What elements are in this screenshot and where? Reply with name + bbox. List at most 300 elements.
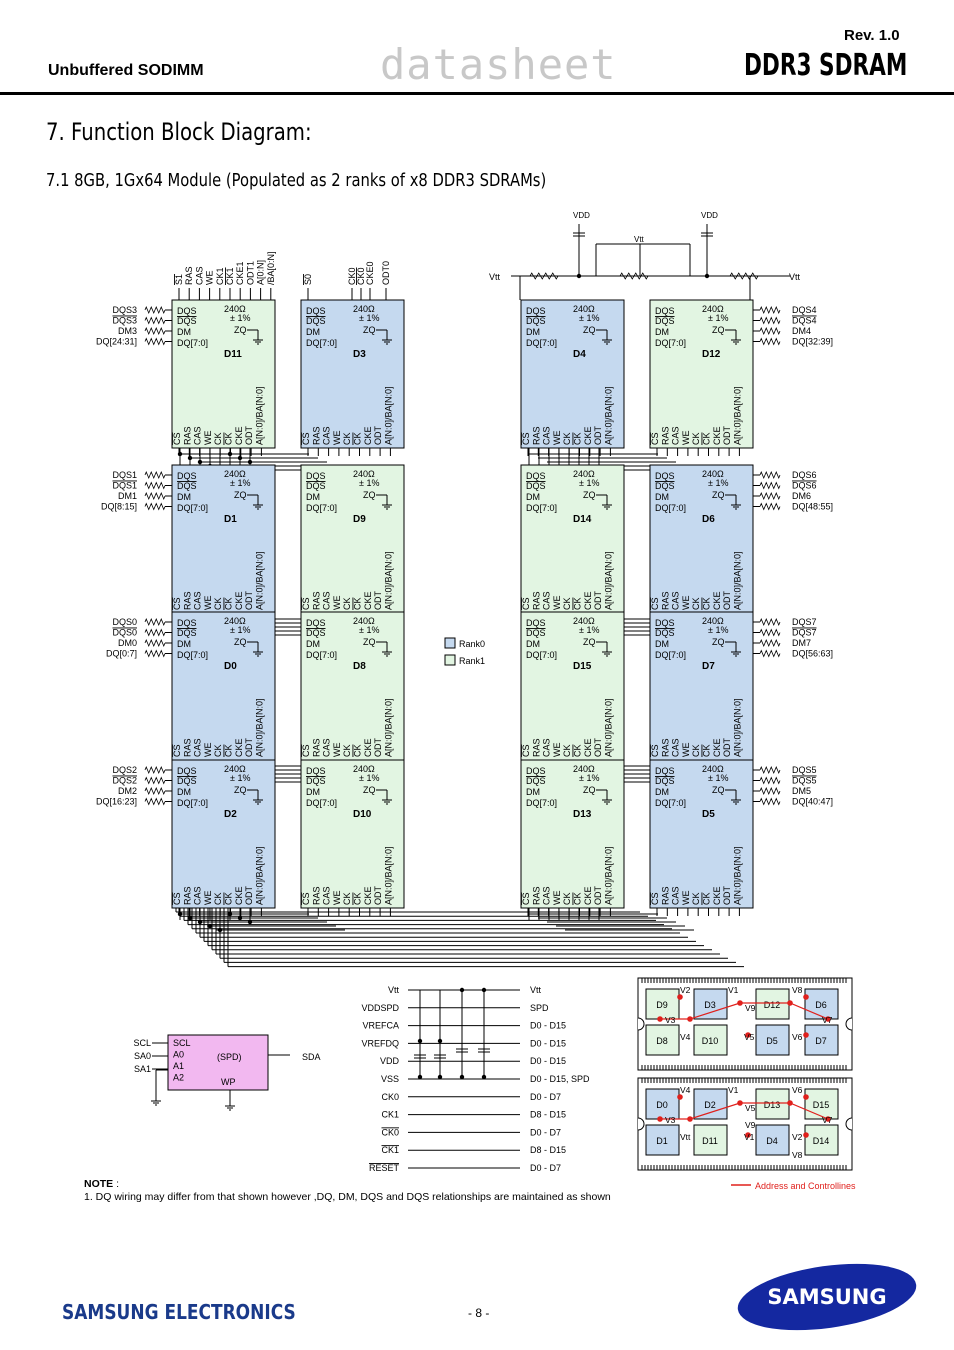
- pin-label: WE: [551, 742, 562, 757]
- pin-dq: DQ[7:0]: [655, 798, 687, 808]
- module-v-label: V9: [745, 1003, 756, 1013]
- module-chip-label: D10: [701, 1036, 719, 1046]
- pin-dm: DM: [655, 787, 669, 797]
- pin-label: WE: [680, 742, 691, 757]
- chip-id: D3: [353, 349, 366, 360]
- route-dot: [657, 1016, 663, 1022]
- pin-dm: DM: [177, 327, 191, 337]
- pin-label: CKE: [711, 591, 722, 610]
- pin-label: CKE: [362, 738, 373, 757]
- pin-label: CK: [223, 597, 234, 610]
- pin-label: CS: [650, 744, 660, 757]
- chip-d1: [172, 465, 275, 621]
- chip-d11: [172, 300, 275, 456]
- chip-d6: [650, 465, 753, 621]
- signal-label: DQ[48:55]: [792, 501, 834, 512]
- junction-dot: [418, 1075, 422, 1079]
- module-v-label: V3: [665, 1015, 676, 1025]
- pin-dq: DQ[7:0]: [177, 798, 209, 808]
- pin-dm: DM: [177, 639, 191, 649]
- pin-dqs: DQS: [306, 618, 326, 628]
- note: NOTE : 1. DQ wiring may differ from that shown however ,DQ, DM, DQS and DQS relationships are maintained as shown: [84, 1178, 611, 1203]
- pin-label: CS: [521, 892, 531, 905]
- power-signal: RESET: [368, 1163, 399, 1173]
- control-label: RAS: [184, 266, 195, 285]
- junction-dot: [198, 460, 202, 464]
- pin-label: A[N:0]/BA[N:0]: [383, 698, 394, 757]
- resistor-value: 240Ω: [702, 616, 724, 626]
- pin-dqs-n: DQS: [177, 481, 197, 491]
- pin-label: RAS: [660, 591, 671, 610]
- left-signal-group-2: [106, 617, 172, 659]
- route-dot: [803, 994, 809, 1000]
- pin-label: CKE: [362, 591, 373, 610]
- chip-id: D6: [702, 514, 715, 525]
- power-target: SPD: [530, 1002, 549, 1013]
- pin-dq: DQ[7:0]: [177, 650, 209, 660]
- signal-label: DQ[8:15]: [100, 501, 137, 512]
- resistor: [760, 483, 780, 489]
- pin-label: CKE: [711, 886, 722, 905]
- resistor: [760, 504, 780, 510]
- pin-label: CK: [562, 432, 573, 445]
- pin-label: CKE: [711, 738, 722, 757]
- spd-sda: SDA: [302, 1052, 321, 1062]
- resistor: [760, 472, 780, 478]
- pin-zq: ZQ: [583, 637, 596, 647]
- termination-network: [489, 211, 801, 300]
- pin-dq: DQ[7:0]: [306, 503, 338, 513]
- pin-label: WE: [551, 890, 562, 905]
- pin-label: ODT: [593, 738, 604, 757]
- chip-id: D5: [702, 809, 715, 820]
- resistor-value: 240Ω: [224, 616, 246, 626]
- module-chip-label: D11: [702, 1136, 718, 1146]
- pin-dq: DQ[7:0]: [655, 338, 687, 348]
- pin-dqs: DQS: [177, 306, 197, 316]
- pin-label: CK: [213, 597, 224, 610]
- resistor: [760, 318, 780, 324]
- power-signal: CK0: [381, 1127, 399, 1138]
- resistor-tolerance: ± 1%: [579, 313, 600, 323]
- pin-label: A[N:0]/BA[N:0]: [254, 846, 265, 905]
- pin-dm: DM: [655, 639, 669, 649]
- chip-d10: [301, 760, 404, 916]
- signal-label: DM2: [117, 786, 137, 796]
- spd-pin-label: SA1: [133, 1064, 151, 1074]
- section-title: 7. Function Block Diagram:: [46, 118, 312, 146]
- module-v-label: V5: [745, 1103, 756, 1113]
- pin-label: ODT: [593, 886, 604, 905]
- signal-label: DQS1: [112, 470, 137, 480]
- pin-label: CS: [301, 892, 311, 905]
- pin-label: RAS: [531, 738, 542, 757]
- signal-label: DQS3: [112, 315, 137, 326]
- control-label: CK0: [347, 267, 357, 285]
- signal-label: DQ[32:39]: [792, 336, 834, 347]
- pin-label: CK: [223, 432, 234, 445]
- pin-zq: ZQ: [583, 785, 596, 795]
- pin-label: CS: [650, 597, 660, 610]
- vtt-label: Vtt: [489, 272, 501, 282]
- module-v-label: V8: [792, 1150, 803, 1160]
- pin-label: CK: [572, 432, 583, 445]
- module-chip-label: D5: [766, 1036, 778, 1046]
- pin-dq: DQ[7:0]: [655, 650, 687, 660]
- power-target: D0 - D15: [530, 1020, 567, 1031]
- route-dot: [677, 994, 683, 1000]
- right-signal-group-0: [753, 305, 833, 347]
- resistor-tolerance: ± 1%: [359, 313, 380, 323]
- pin-dqs-n: DQS: [306, 316, 326, 326]
- resistor-tolerance: ± 1%: [708, 478, 729, 488]
- resistor: [145, 493, 165, 499]
- power-target: D8 - D15: [530, 1109, 567, 1120]
- pin-label: CK: [562, 597, 573, 610]
- pin-label: RAS: [531, 591, 542, 610]
- chip-d3: [301, 300, 404, 456]
- pin-label: RAS: [182, 591, 193, 610]
- pin-label: CK: [342, 744, 353, 757]
- route-dot: [803, 1032, 809, 1038]
- pin-label: CK: [572, 892, 583, 905]
- chip-d0: [172, 612, 275, 768]
- logo-text: SAMSUNG: [767, 1285, 887, 1309]
- pin-zq: ZQ: [583, 490, 596, 500]
- rank-legend: [445, 638, 485, 666]
- pin-dqs-n: DQS: [177, 776, 197, 786]
- spd-name: (SPD): [217, 1052, 242, 1062]
- pin-label: WE: [331, 430, 342, 445]
- route-dot: [787, 1000, 793, 1006]
- resistor-tolerance: ± 1%: [230, 773, 251, 783]
- resistor-tolerance: ± 1%: [579, 625, 600, 635]
- note-title: NOTE: [84, 1178, 114, 1190]
- pin-zq: ZQ: [234, 490, 247, 500]
- pin-label: WE: [331, 890, 342, 905]
- pin-label: WE: [551, 595, 562, 610]
- module-v-label: V7: [822, 1115, 833, 1125]
- chip-d13: [521, 760, 624, 916]
- pin-label: ODT: [722, 426, 733, 445]
- pin-label: CAS: [321, 591, 332, 610]
- module-chip-label: D2: [704, 1100, 716, 1110]
- pin-dm: DM: [306, 492, 320, 502]
- route-dot: [737, 1000, 743, 1006]
- signal-label: DQS3: [112, 305, 137, 315]
- chip-id: D2: [224, 809, 237, 820]
- signal-label: DQS7: [792, 627, 817, 638]
- power-target: D0 - D7: [530, 1091, 562, 1102]
- junction-dot: [438, 1039, 442, 1043]
- pin-label: CS: [650, 892, 660, 905]
- module-v-label: V8: [792, 985, 803, 995]
- chip-d15: [521, 612, 624, 768]
- route-dot: [687, 1116, 693, 1122]
- pin-dqs-n: DQS: [655, 628, 675, 638]
- power-signal: VDDSPD: [361, 1002, 399, 1013]
- pin-label: WE: [680, 430, 691, 445]
- pin-label: A[N:0]/BA[N:0]: [732, 846, 743, 905]
- spd-block: [133, 1035, 320, 1110]
- signal-label: DQS0: [112, 617, 137, 627]
- module-layout-top: [638, 978, 852, 1070]
- pin-dqs-n: DQS: [655, 776, 675, 786]
- pin-dq: DQ[7:0]: [526, 798, 558, 808]
- pin-dm: DM: [526, 327, 540, 337]
- resistor: [760, 651, 780, 657]
- pin-label: CKE: [233, 591, 244, 610]
- pin-label: WE: [680, 595, 691, 610]
- power-signal: VREFDQ: [361, 1038, 399, 1049]
- pin-label: CKE: [711, 426, 722, 445]
- pin-dqs-n: DQS: [655, 481, 675, 491]
- pin-label: WE: [331, 595, 342, 610]
- junction-dot: [178, 452, 182, 456]
- module-v-label: V6: [792, 1032, 803, 1042]
- resistor-value: 240Ω: [573, 616, 595, 626]
- pin-label: CAS: [321, 426, 332, 445]
- route-legend: [731, 1181, 856, 1191]
- pin-dq: DQ[7:0]: [177, 338, 209, 348]
- pin-dqs: DQS: [526, 618, 546, 628]
- signal-label: DQ[0:7]: [105, 648, 137, 659]
- spd-wp: WP: [221, 1077, 236, 1087]
- signal-label: DQS4: [792, 315, 817, 326]
- rank1-label: Rank1: [459, 656, 486, 666]
- module-v-label: V1: [744, 1132, 755, 1142]
- pin-label: CK: [342, 597, 353, 610]
- rank1-swatch: [445, 655, 455, 665]
- route-dot: [803, 1132, 809, 1138]
- power-signal: VSS: [380, 1074, 399, 1084]
- pin-label: A[N:0]/BA[N:0]: [383, 551, 394, 610]
- power-signal: CK1: [381, 1109, 399, 1120]
- resistor: [760, 328, 780, 334]
- chip-id: D15: [573, 661, 592, 672]
- chip-d4: [521, 300, 624, 456]
- revision: Rev. 1.0: [844, 27, 900, 44]
- chip-d14: [521, 465, 624, 621]
- pin-label: CKE: [362, 886, 373, 905]
- route-dot: [803, 1094, 809, 1100]
- spd-pin-label: SA0: [133, 1051, 151, 1061]
- module-chip-label: D12: [763, 1000, 781, 1010]
- spd-inner-label: A0: [173, 1049, 185, 1060]
- pin-dq: DQ[7:0]: [655, 503, 687, 513]
- route-dot: [737, 1100, 743, 1106]
- pin-dm: DM: [306, 787, 320, 797]
- resistor: [760, 767, 780, 773]
- vtt-label: Vtt: [789, 272, 801, 282]
- route-dot: [687, 1016, 693, 1022]
- junction-dot: [438, 1075, 442, 1079]
- pin-label: ODT: [373, 886, 384, 905]
- module-v-label: V6: [792, 1085, 803, 1095]
- pin-dqs-n: DQS: [177, 628, 197, 638]
- resistor: [760, 339, 780, 345]
- module-v-label: V1: [728, 1085, 739, 1095]
- pin-label: CS: [172, 432, 182, 445]
- rank0-label: Rank0: [459, 639, 486, 649]
- pin-label: CAS: [670, 426, 681, 445]
- pin-label: CKE: [582, 738, 593, 757]
- resistor-tolerance: ± 1%: [230, 313, 251, 323]
- junction-dot: [460, 1075, 464, 1079]
- resistor-value: 240Ω: [702, 304, 724, 314]
- pin-label: A[N:0]/BA[N:0]: [732, 386, 743, 445]
- pin-label: ODT: [244, 886, 255, 905]
- pin-label: CS: [301, 744, 311, 757]
- pin-label: WE: [202, 595, 213, 610]
- signal-label: DQS5: [792, 765, 817, 775]
- vdd-label: VDD: [701, 211, 718, 220]
- junction-dot: [705, 274, 709, 278]
- junction-dot: [482, 988, 486, 992]
- pin-label: CKE: [233, 886, 244, 905]
- pin-label: CKE: [582, 426, 593, 445]
- pin-label: CS: [301, 432, 311, 445]
- pin-label: CK: [352, 432, 363, 445]
- junction-dot: [238, 456, 242, 460]
- pin-label: RAS: [182, 886, 193, 905]
- pin-label: ODT: [722, 591, 733, 610]
- junction-dot: [418, 1039, 422, 1043]
- pin-label: ODT: [373, 738, 384, 757]
- pin-label: A[N:0]/BA[N:0]: [603, 386, 614, 445]
- resistor: [760, 788, 780, 794]
- module-chip-label: D1: [656, 1136, 668, 1146]
- pin-label: ODT: [722, 738, 733, 757]
- chip-id: D8: [353, 661, 366, 672]
- module-v-label: V4: [680, 1085, 691, 1095]
- resistor-value: 240Ω: [573, 469, 595, 479]
- chip-d5: [650, 760, 753, 916]
- pin-label: CK: [701, 892, 712, 905]
- module-layout-bottom: [638, 1078, 852, 1170]
- signal-label: DQS2: [112, 775, 137, 786]
- resistor: [145, 640, 165, 646]
- pin-label: CS: [521, 744, 531, 757]
- pin-label: CS: [650, 432, 660, 445]
- product-name: DDR3 SDRAM: [744, 48, 908, 83]
- resistor-value: 240Ω: [224, 764, 246, 774]
- pin-label: CK: [352, 744, 363, 757]
- pin-dq: DQ[7:0]: [177, 503, 209, 513]
- signal-label: DQS4: [792, 305, 817, 315]
- resistor-value: 240Ω: [353, 616, 375, 626]
- pin-zq: ZQ: [363, 785, 376, 795]
- resistor-tolerance: ± 1%: [359, 625, 380, 635]
- junction-dot: [482, 1075, 486, 1079]
- pin-label: RAS: [311, 886, 322, 905]
- resistor: [145, 767, 165, 773]
- company-name: SAMSUNG ELECTRONICS: [62, 1300, 296, 1324]
- module-chip-label: D14: [812, 1136, 830, 1146]
- junction-dot: [188, 456, 192, 460]
- signal-label: DQ[24:31]: [95, 336, 137, 347]
- junction-dot: [460, 988, 464, 992]
- pin-label: CAS: [192, 591, 203, 610]
- right-signal-group-1: [753, 470, 833, 512]
- power-target: D0 - D15: [530, 1038, 567, 1049]
- pin-zq: ZQ: [234, 785, 247, 795]
- route-dot: [677, 1094, 683, 1100]
- signal-label: DM4: [792, 326, 812, 336]
- pin-label: CK: [572, 597, 583, 610]
- pin-dqs: DQS: [655, 306, 675, 316]
- module-chip-label: D9: [656, 1000, 668, 1010]
- vdd-label: VDD: [573, 211, 590, 220]
- module-chip-label: D6: [815, 1000, 827, 1010]
- pin-label: RAS: [531, 886, 542, 905]
- resistor: [760, 640, 780, 646]
- pin-label: CK: [701, 432, 712, 445]
- resistor-value: 240Ω: [353, 469, 375, 479]
- vtt-label: Vtt: [634, 235, 644, 244]
- pin-dqs-n: DQS: [526, 628, 546, 638]
- junction-dot: [577, 274, 581, 278]
- pin-label: CKE: [362, 426, 373, 445]
- pin-dqs: DQS: [306, 471, 326, 481]
- route-dot: [787, 1100, 793, 1106]
- chip-id: D11: [224, 349, 242, 360]
- pin-dm: DM: [655, 492, 669, 502]
- note-text: 1. DQ wiring may differ from that shown however ,DQ, DM, DQS and DQS relationships are maintained as shown: [84, 1191, 611, 1203]
- module-v-label: Vtt: [680, 1132, 691, 1142]
- pin-dqs: DQS: [177, 766, 197, 776]
- route-legend-label: Address and Controllines: [755, 1181, 856, 1191]
- right-signal-group-2: [753, 617, 833, 659]
- signal-label: DQS2: [112, 765, 137, 775]
- pin-dqs: DQS: [177, 471, 197, 481]
- control-label: ODT1: [245, 260, 256, 285]
- pin-label: CKE: [582, 886, 593, 905]
- power-signal: CK0: [381, 1091, 399, 1102]
- resistor: [145, 328, 165, 334]
- pin-label: A[N:0]/BA[N:0]: [383, 386, 394, 445]
- control-label: CAS: [194, 266, 205, 285]
- power-target: Vtt: [530, 985, 542, 995]
- pin-label: ODT: [244, 591, 255, 610]
- pin-label: CK: [223, 892, 234, 905]
- signal-label: DM7: [792, 638, 812, 648]
- pin-label: CAS: [321, 738, 332, 757]
- module-v-label: V2: [680, 985, 691, 995]
- control-label: /BA[0:N]: [265, 251, 276, 285]
- pin-dqs-n: DQS: [306, 628, 326, 638]
- pin-label: CKE: [582, 591, 593, 610]
- resistor-tolerance: ± 1%: [359, 478, 380, 488]
- pin-label: RAS: [311, 738, 322, 757]
- resistor: [145, 472, 165, 478]
- pin-dqs: DQS: [306, 766, 326, 776]
- resistor: [760, 493, 780, 499]
- pin-label: A[N:0]/BA[N:0]: [383, 846, 394, 905]
- chip-id: D14: [573, 514, 592, 525]
- pin-dqs-n: DQS: [177, 316, 197, 326]
- resistor-tolerance: ± 1%: [579, 773, 600, 783]
- pin-dm: DM: [306, 327, 320, 337]
- control-label: S1: [174, 273, 184, 285]
- chip-id: D4: [573, 349, 586, 360]
- power-target: D0 - D7: [530, 1127, 562, 1138]
- resistor: [760, 619, 780, 625]
- control-label: ODT0: [381, 260, 391, 285]
- pin-dq: DQ[7:0]: [526, 338, 558, 348]
- power-target: D0 - D15, SPD: [530, 1074, 590, 1084]
- pin-label: RAS: [311, 426, 322, 445]
